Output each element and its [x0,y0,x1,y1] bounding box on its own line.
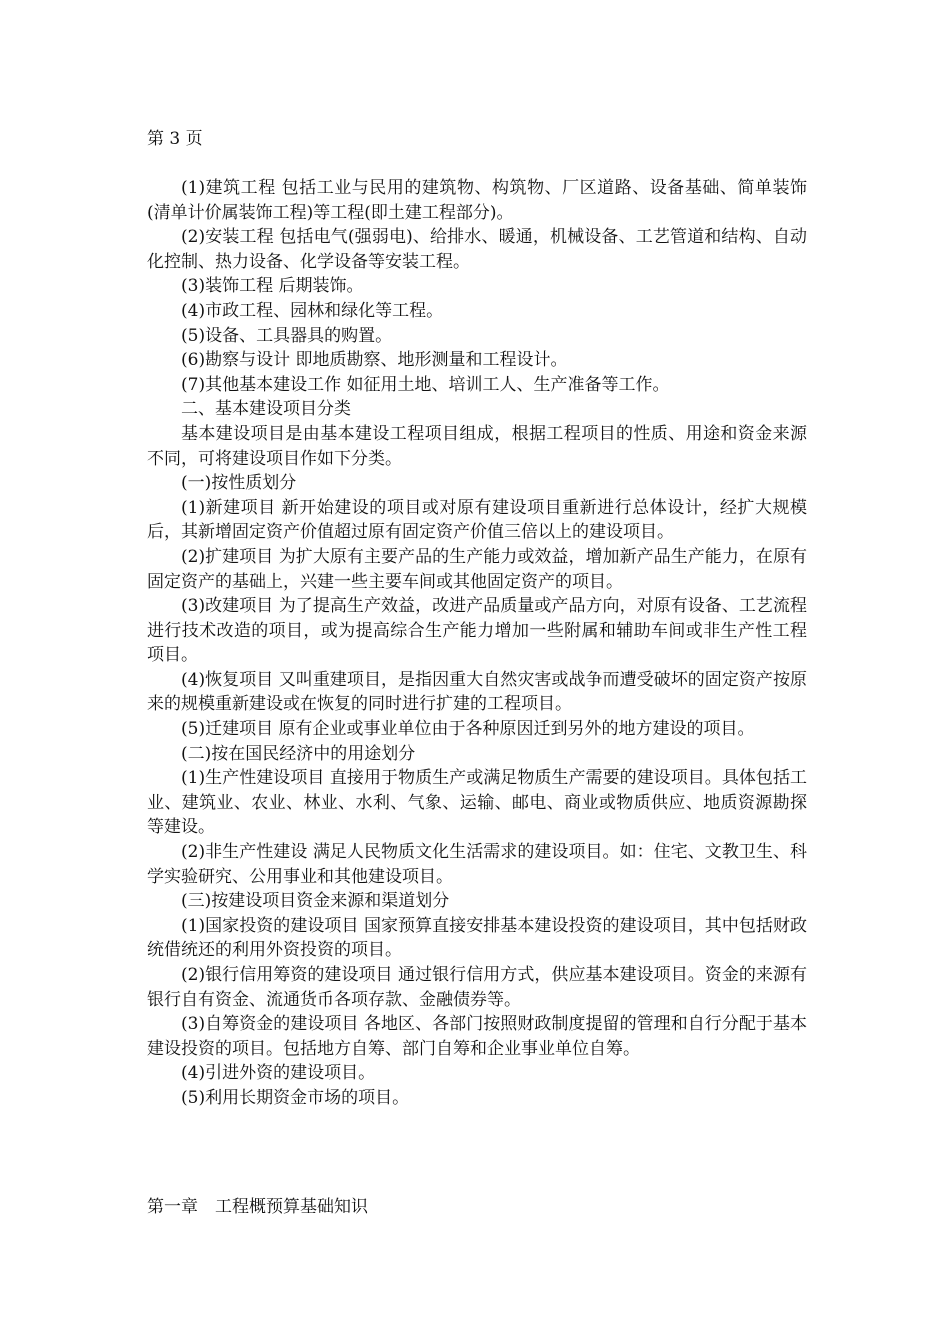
paragraph: (2)安装工程 包括电气(强弱电)、给排水、暖通，机械设备、工艺管道和结构、自动化控制、热力设备、化学设备等安装工程。 [147,227,807,272]
paragraph: (6)勘察与设计 即地质勘察、地形测量和工程设计。 [181,350,568,371]
section-heading: 二、基本建设项目分类 [181,399,351,420]
paragraph: (2)扩建项目 为扩大原有主要产品的生产能力或效益，增加新产品生产能力，在原有固定资产的基础上，兴建一些主要车间或其他固定资产的项目。 [147,546,807,592]
paragraph: (5)设备、工具器具的购置。 [181,325,393,346]
paragraph: (4)恢复项目 又叫重建项目，是指因重大自然灾害或战争而遭受破坏的固定资产按原来的规模重新建设或在恢复的同时进行扩建的工程项目。 [147,669,807,715]
paragraph: (1)生产性建设项目 直接用于物质生产或满足物质生产需要的建设项目。具体包括工业、建筑业、农业、林业、水利、气象、运输、邮电、商业或物质供应、地质资源勘探等建设。 [147,768,807,838]
paragraph: (1)新建项目 新开始建设的项目或对原有建设项目重新进行总体设计，经扩大规模后，其新增固定资产价值超过原有固定资产价值三倍以上的建设项目。 [147,497,807,543]
paragraph: (4)引进外资的建设项目。 [181,1063,376,1084]
paragraph: (2)银行信用筹资的建设项目 通过银行信用方式，供应基本建设项目。资金的来源有银行自有资金、流通货币各项存款、金融债券等。 [147,965,807,1010]
subsection-heading: (二)按在国民经济中的用途划分 [181,743,416,764]
paragraph: (1)国家投资的建设项目 国家预算直接安排基本建设投资的建设项目，其中包括财政统借统还的利用外资投资的项目。 [147,915,807,961]
paragraph: (7)其他基本建设工作 如征用土地、培训工人、生产准备等工作。 [181,374,670,395]
paragraph: (4)市政工程、园林和绿化等工程。 [181,300,444,321]
page-number-label: 第 3 页 [147,129,203,149]
paragraph: (3)装饰工程 后期装饰。 [181,276,364,297]
paragraph: (3)自筹资金的建设项目 各地区、各部门按照财政制度提留的管理和自行分配于基本建设投资的项目。包括地方自筹、部门自筹和企业事业单位自筹。 [147,1014,807,1059]
paragraph: (5)利用长期资金市场的项目。 [181,1087,410,1108]
subsection-heading: (一)按性质划分 [181,473,297,494]
subsection-heading: (三)按建设项目资金来源和渠道划分 [181,891,450,912]
paragraph: (5)迁建项目 原有企业或事业单位由于各种原因迁到另外的地方建设的项目。 [181,719,755,740]
document-body [147,176,807,1111]
paragraph: (3)改建项目 为了提高生产效益，改进产品质量或产品方向，对原有设备、工艺流程进行技术改造的项目，或为提高综合生产能力增加一些附属和辅助车间或非生产性工程项目。 [147,596,807,666]
paragraph: (1)建筑工程 包括工业与民用的建筑物、构筑物、厂区道路、设备基础、简单装饰(清单计价属装饰工程)等工程(即土建工程部分)。 [147,178,807,223]
chapter-footer: 第一章 工程概预算基础知识 [147,1197,368,1217]
paragraph: 基本建设项目是由基本建设工程项目组成，根据工程项目的性质、用途和资金来源不同，可将建设项目作如下分类。 [147,423,807,469]
paragraph: (2)非生产性建设 满足人民物质文化生活需求的建设项目。如：住宅、文教卫生、科学实验研究、公用事业和其他建设项目。 [147,842,807,887]
